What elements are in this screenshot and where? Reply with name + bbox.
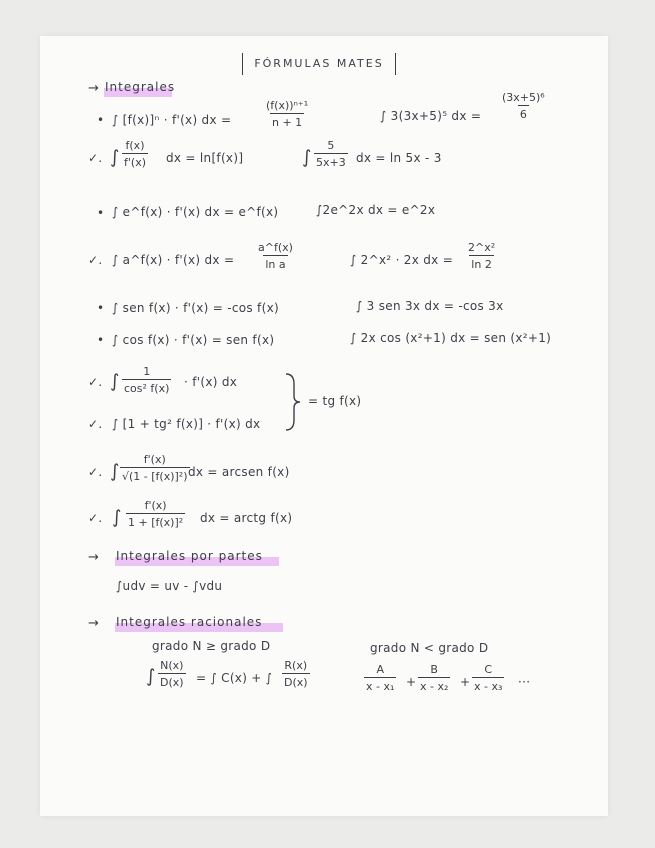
integral-sign: ∫: [146, 666, 156, 687]
arrow-icon: →: [88, 81, 100, 96]
plus-sign: +: [460, 675, 471, 689]
fraction: [466, 242, 497, 270]
integral-sign: ∫: [110, 147, 120, 168]
denominator: 6: [518, 105, 529, 120]
denominator: √(1 - [f(x)]²): [120, 467, 190, 482]
denominator: n + 1: [270, 113, 304, 128]
fraction: [282, 660, 310, 688]
integral-sign: ∫: [112, 507, 122, 528]
section-heading-integrales: Integrales: [105, 80, 176, 94]
denominator: D(x): [158, 673, 186, 688]
numerator: R(x): [284, 659, 308, 672]
integral-sign: ∫: [302, 147, 312, 168]
fraction: [264, 100, 310, 128]
arrow-icon: →: [88, 616, 100, 631]
fraction: [126, 500, 185, 528]
fraction: [500, 92, 547, 120]
denominator: x - x₁: [364, 677, 396, 692]
formula-tan-result: = tg f(x): [308, 394, 362, 408]
case-degree-ge: grado N ≥ grado D: [152, 639, 271, 653]
numerator: f'(x): [143, 453, 166, 466]
denominator: D(x): [282, 673, 310, 688]
numerator: 2^x²: [468, 241, 496, 254]
numerator: B: [430, 663, 438, 676]
numerator: A: [376, 663, 384, 676]
formula-power-base: ∫ a^f(x) · f'(x) dx =: [112, 253, 235, 267]
fraction: [120, 454, 190, 482]
denominator: x - x₃: [472, 677, 504, 692]
fraction: [122, 366, 171, 394]
check-mark: ✓.: [88, 375, 103, 389]
numerator: 5: [327, 139, 335, 152]
example-power: ∫ 3(3x+5)⁵ dx =: [380, 109, 482, 123]
plus-sign: +: [406, 675, 417, 689]
ellipsis: ···: [518, 675, 531, 689]
check-mark: ✓.: [88, 151, 103, 165]
formula-sec-squared: · f'(x) dx: [184, 375, 238, 389]
formula-log: dx = ln[f(x)]: [166, 151, 244, 165]
fraction: [256, 242, 295, 270]
page-title: FÓRMULAS MATES: [242, 53, 396, 75]
right-brace-icon: [284, 372, 302, 432]
numerator: f(x): [125, 139, 145, 152]
numerator: 1: [143, 365, 151, 378]
case-degree-lt: grado N < grado D: [370, 641, 489, 655]
denominator: x - x₂: [418, 677, 450, 692]
integral-sign: ∫: [110, 461, 120, 482]
formula-by-parts: ∫udv = uv - ∫vdu: [116, 579, 223, 593]
numerator: a^f(x): [258, 241, 293, 254]
denominator: ln 2: [469, 255, 494, 270]
numerator: (3x+5)⁶: [502, 91, 545, 104]
formula-cos: ∫ cos f(x) · f'(x) = sen f(x): [112, 333, 275, 347]
formula-power: ∫ [f(x)]ⁿ · f'(x) dx =: [112, 113, 232, 127]
section-heading-por-partes: Integrales por partes: [116, 549, 263, 563]
example-log: dx = ln 5x - 3: [356, 151, 442, 165]
numerator: f'(x): [144, 499, 167, 512]
fraction: [364, 664, 396, 692]
formula-sin: ∫ sen f(x) · f'(x) = -cos f(x): [112, 301, 279, 315]
check-mark: ✓.: [88, 511, 103, 525]
fraction: [314, 140, 348, 168]
arrow-icon: →: [88, 550, 100, 565]
formula-polynomial-division: = ∫ C(x) + ∫: [196, 671, 273, 685]
check-mark: ✓.: [88, 253, 103, 267]
check-mark: ✓.: [88, 417, 103, 431]
denominator: ln a: [263, 255, 287, 270]
fraction: [472, 664, 504, 692]
numerator: N(x): [160, 659, 184, 672]
integral-sign: ∫: [110, 371, 120, 392]
example-exp: ∫2e^2x dx = e^2x: [316, 203, 436, 217]
numerator: C: [484, 663, 493, 676]
formula-exp: ∫ e^f(x) · f'(x) dx = e^f(x): [112, 205, 279, 219]
example-sin: ∫ 3 sen 3x dx = -cos 3x: [356, 299, 504, 313]
fraction: [158, 660, 186, 688]
check-mark: ✓.: [88, 465, 103, 479]
bullet: •: [97, 206, 105, 220]
section-heading-racionales: Integrales racionales: [116, 615, 263, 629]
formula-arctan: dx = arctg f(x): [200, 511, 293, 525]
formula-tan-squared: ∫ [1 + tg² f(x)] · f'(x) dx: [112, 417, 261, 431]
bullet: •: [97, 113, 105, 127]
denominator: cos² f(x): [122, 379, 171, 394]
example-cos: ∫ 2x cos (x²+1) dx = sen (x²+1): [350, 331, 552, 345]
fraction: [122, 140, 148, 168]
bullet: •: [97, 333, 105, 347]
fraction: [418, 664, 450, 692]
denominator: 5x+3: [314, 153, 348, 168]
formula-arcsin: dx = arcsen f(x): [188, 465, 290, 479]
denominator: f'(x): [122, 153, 148, 168]
bullet: •: [97, 301, 105, 315]
numerator: (f(x))ⁿ⁺¹: [266, 99, 309, 112]
denominator: 1 + [f(x)]²: [126, 513, 185, 528]
example-power-base: ∫ 2^x² · 2x dx =: [350, 253, 454, 267]
